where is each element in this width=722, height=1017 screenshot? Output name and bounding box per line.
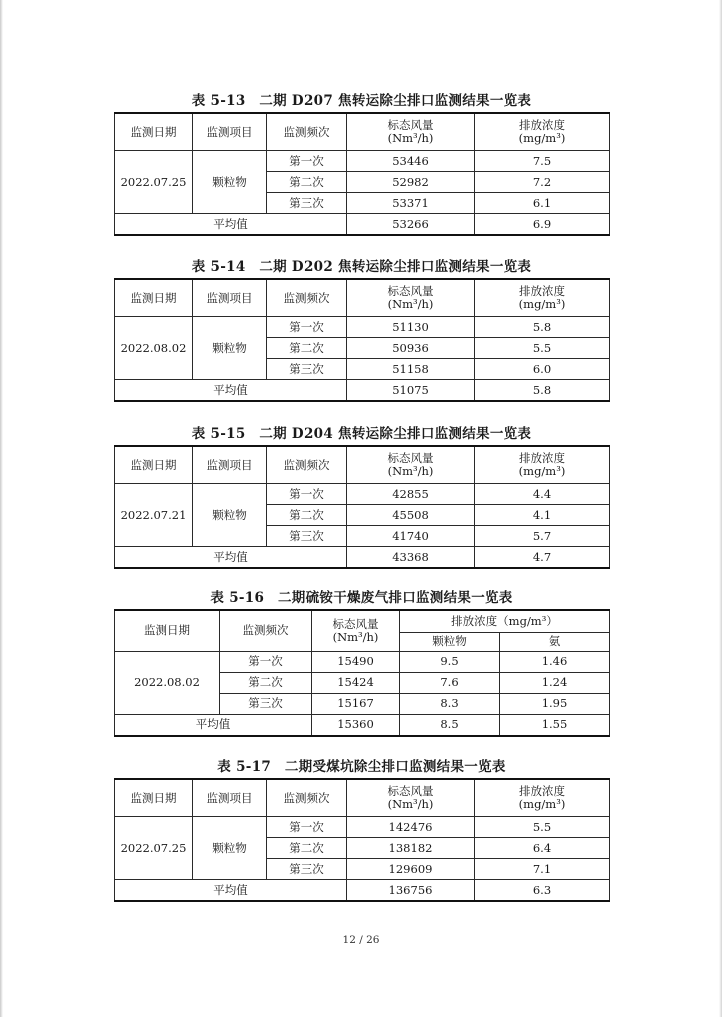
flow-cell: 53446	[347, 151, 475, 172]
header-unit: (Nm³/h)	[332, 629, 379, 644]
table-row	[115, 817, 610, 838]
conc-cell: 6.4	[475, 838, 610, 859]
avg-flow: 43368	[347, 547, 475, 569]
conc-cell: 5.8	[475, 317, 610, 338]
freq-cell: 第三次	[220, 693, 312, 714]
conc-cell: 7.1	[475, 859, 610, 880]
freq-cell: 第二次	[267, 172, 347, 193]
average-row	[115, 880, 610, 902]
conc-cell: 6.0	[475, 359, 610, 380]
header-cell: 监测项目	[193, 446, 267, 484]
header-cell	[347, 779, 475, 817]
conc-cell: 4.1	[475, 505, 610, 526]
avg-flow: 53266	[347, 214, 475, 236]
pm-cell: 9.5	[400, 651, 500, 672]
conc-cell: 7.2	[475, 172, 610, 193]
freq-cell: 第一次	[220, 651, 312, 672]
header-cell: 颗粒物	[400, 632, 500, 651]
table-5-16	[114, 609, 610, 737]
freq-cell: 第三次	[267, 359, 347, 380]
header-line: 标态风量	[387, 784, 434, 798]
freq-cell: 第一次	[267, 817, 347, 838]
avg-conc: 6.9	[475, 214, 610, 236]
table-block-5-17	[114, 756, 609, 902]
flow-cell: 51130	[347, 317, 475, 338]
header-unit: (mg/m³)	[518, 464, 566, 478]
header-cell: 监测项目	[193, 113, 267, 151]
table-caption: 表 5-14 二期 D202 焦转运除尘排口监测结果一览表	[191, 259, 532, 275]
header-line: 标态风量	[387, 284, 434, 298]
table-block-5-16	[114, 587, 609, 737]
header-cell: 监测日期	[115, 113, 193, 151]
header-cell	[312, 610, 400, 651]
average-row	[115, 380, 610, 402]
date-cell: 2022.08.02	[115, 317, 193, 380]
header-cell: 监测项目	[193, 279, 267, 317]
header-cell	[475, 113, 610, 151]
nh3-cell: 1.95	[500, 693, 610, 714]
average-row	[115, 214, 610, 236]
header-cell	[475, 279, 610, 317]
header-cell	[347, 446, 475, 484]
freq-cell: 第一次	[267, 484, 347, 505]
header-line: 标态风量	[387, 451, 434, 465]
conc-cell: 5.5	[475, 817, 610, 838]
header-row	[115, 446, 610, 484]
header-line: 排放浓度	[519, 284, 565, 298]
conc-cell: 5.5	[475, 338, 610, 359]
avg-label: 平均值	[115, 214, 347, 236]
nh3-cell: 1.46	[500, 651, 610, 672]
average-row	[115, 547, 610, 569]
pm-cell: 8.3	[400, 693, 500, 714]
header-unit: (Nm³/h)	[387, 131, 434, 145]
freq-cell: 第二次	[267, 838, 347, 859]
avg-pm: 8.5	[400, 714, 500, 736]
header-cell: 监测频次	[267, 779, 347, 817]
avg-label: 平均值	[115, 380, 347, 402]
header-cell: 监测日期	[115, 446, 193, 484]
date-cell: 2022.07.25	[115, 817, 193, 880]
conc-cell: 7.5	[475, 151, 610, 172]
table-5-14	[114, 278, 610, 402]
flow-cell: 45508	[347, 505, 475, 526]
header-row	[115, 279, 610, 317]
table-5-15	[114, 445, 610, 569]
table-block-5-14	[114, 256, 609, 402]
table-row	[115, 317, 610, 338]
flow-cell: 15424	[312, 672, 400, 693]
table-block-5-15	[114, 423, 609, 569]
flow-cell: 15490	[312, 651, 400, 672]
nh3-cell: 1.24	[500, 672, 610, 693]
avg-flow: 51075	[347, 380, 475, 402]
header-unit: (mg/m³)	[518, 797, 566, 811]
header-unit: (Nm³/h)	[387, 297, 434, 311]
header-cell: 监测频次	[267, 279, 347, 317]
item-cell: 颗粒物	[193, 151, 267, 214]
header-row	[115, 779, 610, 817]
avg-conc: 6.3	[475, 880, 610, 902]
page-number: 12 / 26	[342, 934, 380, 946]
avg-conc: 4.7	[475, 547, 610, 569]
freq-cell: 第三次	[267, 859, 347, 880]
page-edge-shadow	[0, 0, 3, 1017]
flow-cell: 52982	[347, 172, 475, 193]
table-caption: 表 5-15 二期 D204 焦转运除尘排口监测结果一览表	[191, 426, 532, 442]
item-cell: 颗粒物	[193, 317, 267, 380]
flow-cell: 41740	[347, 526, 475, 547]
table-5-17	[114, 778, 610, 902]
avg-flow: 15360	[312, 714, 400, 736]
date-cell: 2022.07.25	[115, 151, 193, 214]
header-cell: 监测项目	[193, 779, 267, 817]
header-cell: 监测频次	[220, 610, 312, 651]
header-unit: (mg/m³)	[518, 297, 566, 311]
conc-cell: 5.7	[475, 526, 610, 547]
flow-cell: 142476	[347, 817, 475, 838]
avg-flow: 136756	[347, 880, 475, 902]
avg-label: 平均值	[115, 547, 347, 569]
header-row	[115, 610, 610, 632]
average-row	[115, 714, 610, 736]
freq-cell: 第三次	[267, 526, 347, 547]
flow-cell: 53371	[347, 193, 475, 214]
header-line: 排放浓度	[519, 451, 565, 465]
avg-label: 平均值	[115, 714, 312, 736]
flow-cell: 15167	[312, 693, 400, 714]
freq-cell: 第一次	[267, 317, 347, 338]
freq-cell: 第二次	[220, 672, 312, 693]
conc-cell: 4.4	[475, 484, 610, 505]
freq-cell: 第二次	[267, 338, 347, 359]
header-cell: 监测频次	[267, 446, 347, 484]
header-line: 标态风量	[332, 616, 379, 631]
avg-label: 平均值	[115, 880, 347, 902]
header-row	[115, 113, 610, 151]
flow-cell: 51158	[347, 359, 475, 380]
table-row	[115, 484, 610, 505]
header-cell: 排放浓度（mg/m³）	[400, 610, 610, 632]
table-block-5-13	[114, 90, 609, 236]
table-caption: 表 5-16 二期硫铵干燥废气排口监测结果一览表	[210, 590, 513, 606]
item-cell: 颗粒物	[193, 817, 267, 880]
header-line: 标态风量	[387, 118, 434, 132]
avg-nh3: 1.55	[500, 714, 610, 736]
freq-cell: 第一次	[267, 151, 347, 172]
conc-cell: 6.1	[475, 193, 610, 214]
date-cell: 2022.08.02	[115, 651, 220, 714]
freq-cell: 第三次	[267, 193, 347, 214]
table-5-13	[114, 112, 610, 236]
header-line: 排放浓度	[519, 784, 565, 798]
header-cell: 监测日期	[115, 610, 220, 651]
item-cell: 颗粒物	[193, 484, 267, 547]
pm-cell: 7.6	[400, 672, 500, 693]
flow-cell: 42855	[347, 484, 475, 505]
table-caption: 表 5-17 二期受煤坑除尘排口监测结果一览表	[217, 759, 506, 775]
header-cell	[475, 446, 610, 484]
flow-cell: 129609	[347, 859, 475, 880]
header-unit: (Nm³/h)	[387, 797, 434, 811]
table-row	[115, 151, 610, 172]
header-cell: 氨	[500, 632, 610, 651]
header-cell	[347, 113, 475, 151]
flow-cell: 138182	[347, 838, 475, 859]
header-cell	[475, 779, 610, 817]
table-caption: 表 5-13 二期 D207 焦转运除尘排口监测结果一览表	[191, 93, 532, 109]
header-unit: (mg/m³)	[518, 131, 566, 145]
table-row	[115, 651, 610, 672]
header-cell	[347, 279, 475, 317]
header-unit: (Nm³/h)	[387, 464, 434, 478]
header-cell: 监测日期	[115, 279, 193, 317]
header-cell: 监测日期	[115, 779, 193, 817]
header-cell: 监测频次	[267, 113, 347, 151]
header-line: 排放浓度	[519, 118, 565, 132]
avg-conc: 5.8	[475, 380, 610, 402]
date-cell: 2022.07.21	[115, 484, 193, 547]
freq-cell: 第二次	[267, 505, 347, 526]
flow-cell: 50936	[347, 338, 475, 359]
